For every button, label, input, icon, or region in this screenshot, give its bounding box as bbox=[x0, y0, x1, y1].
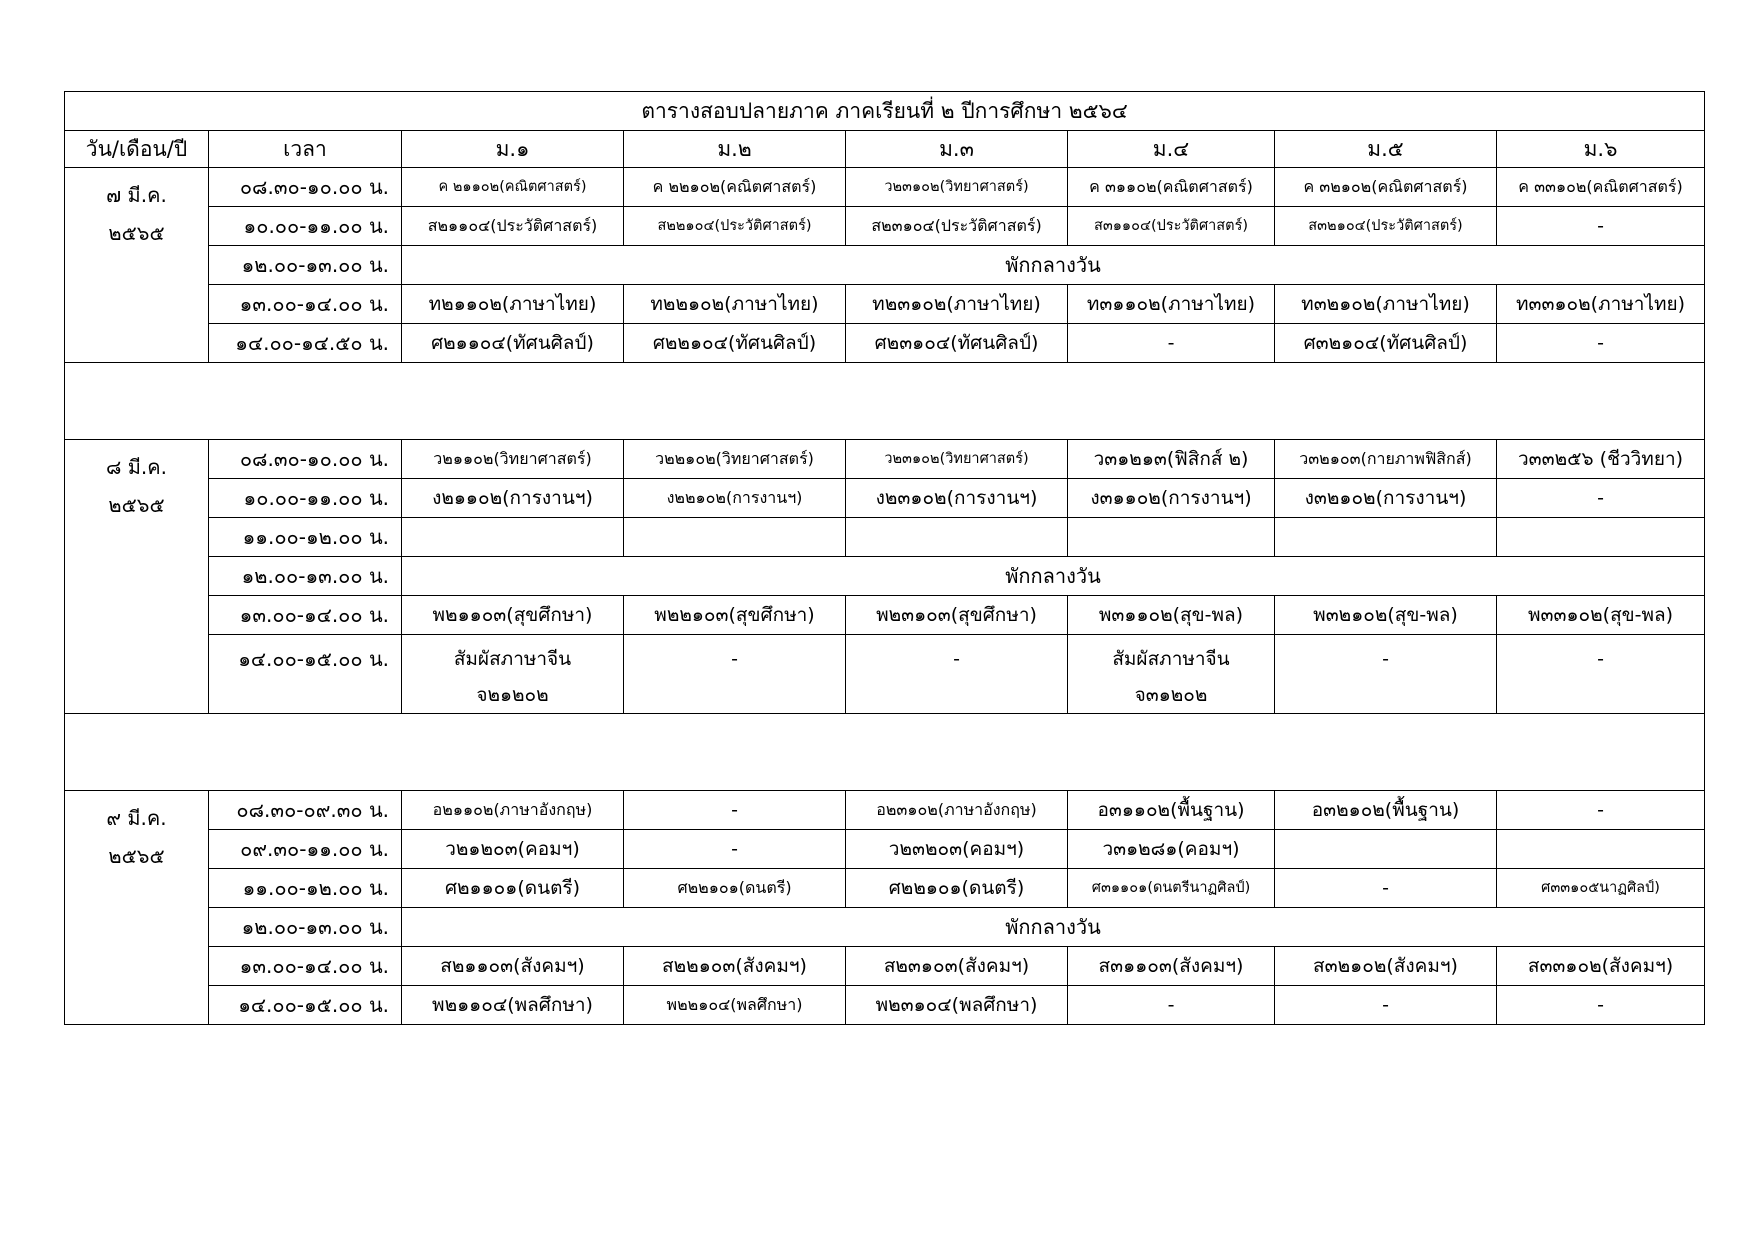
time-slot: ๐๘.๓๐-๐๙.๓๐ น. bbox=[209, 791, 402, 830]
exam-cell: อ๓๑๑๐๒(พื้นฐาน) bbox=[1068, 791, 1275, 830]
exam-cell bbox=[1275, 830, 1497, 869]
exam-cell: อ๒๑๑๐๒(ภาษาอังกฤษ) bbox=[402, 791, 624, 830]
exam-cell: ศ๓๒๑๐๔(ทัศนศิลป์) bbox=[1275, 324, 1497, 363]
exam-cell: ว๒๑๒๐๓(คอมฯ) bbox=[402, 830, 624, 869]
exam-code: จ๒๑๒๐๒ bbox=[476, 684, 549, 706]
time-slot: ๑๔.๐๐-๑๕.๐๐ น. bbox=[209, 635, 402, 714]
day-date bbox=[65, 440, 209, 714]
exam-cell bbox=[846, 518, 1068, 557]
exam-cell: ศ๒๓๑๐๔(ทัศนศิลป์) bbox=[846, 324, 1068, 363]
exam-cell: ส๓๒๑๐๒(สังคมฯ) bbox=[1275, 947, 1497, 986]
exam-cell: พ๒๒๑๐๔(พลศึกษา) bbox=[624, 986, 846, 1025]
exam-cell: ว๒๑๑๐๒(วิทยาศาสตร์) bbox=[402, 440, 624, 479]
exam-cell: ส๒๒๑๐๓(สังคมฯ) bbox=[624, 947, 846, 986]
header-time: เวลา bbox=[209, 131, 402, 168]
time-slot: ๑๓.๐๐-๑๔.๐๐ น. bbox=[209, 947, 402, 986]
exam-cell: พ๒๓๑๐๔(พลศึกษา) bbox=[846, 986, 1068, 1025]
exam-cell: - bbox=[624, 791, 846, 830]
lunch-break: พักกลางวัน bbox=[402, 908, 1705, 947]
exam-cell bbox=[402, 635, 624, 714]
header-m3: ม.๓ bbox=[846, 131, 1068, 168]
exam-cell: ศ๓๑๑๐๑(ดนตรีนาฏศิลป์) bbox=[1068, 869, 1275, 908]
exam-cell: อ๓๒๑๐๒(พื้นฐาน) bbox=[1275, 791, 1497, 830]
exam-cell: ง๓๑๑๐๒(การงานฯ) bbox=[1068, 479, 1275, 518]
exam-cell: - bbox=[1497, 207, 1705, 246]
exam-cell: ว๓๑๒๑๓(ฟิสิกส์ ๒) bbox=[1068, 440, 1275, 479]
header-m4: ม.๔ bbox=[1068, 131, 1275, 168]
exam-cell: ศ๒๒๑๐๑(ดนตรี) bbox=[624, 869, 846, 908]
exam-cell: ค ๓๑๑๐๒(คณิตศาสตร์) bbox=[1068, 168, 1275, 207]
exam-cell: ว๒๓๑๐๒(วิทยาศาสตร์) bbox=[846, 440, 1068, 479]
exam-cell: - bbox=[624, 830, 846, 869]
exam-cell: ศ๒๑๑๐๑(ดนตรี) bbox=[402, 869, 624, 908]
exam-code: จ๓๑๒๐๒ bbox=[1134, 684, 1208, 706]
lunch-break: พักกลางวัน bbox=[402, 246, 1705, 285]
exam-cell: ส๒๑๑๐๔(ประวัติศาสตร์) bbox=[402, 207, 624, 246]
exam-cell: ส๒๓๑๐๔(ประวัติศาสตร์) bbox=[846, 207, 1068, 246]
exam-cell: พ๒๓๑๐๓(สุขศึกษา) bbox=[846, 596, 1068, 635]
day-separator bbox=[65, 363, 1705, 440]
exam-cell: ว๒๓๒๐๓(คอมฯ) bbox=[846, 830, 1068, 869]
exam-cell: พ๓๒๑๐๒(สุข-พล) bbox=[1275, 596, 1497, 635]
day-date bbox=[65, 791, 209, 1025]
exam-cell: ส๓๓๑๐๒(สังคมฯ) bbox=[1497, 947, 1705, 986]
header-date: วัน/เดือน/ปี bbox=[65, 131, 209, 168]
date-year: ๒๕๖๕ bbox=[108, 493, 165, 517]
exam-cell: ค ๒๒๑๐๒(คณิตศาสตร์) bbox=[624, 168, 846, 207]
exam-cell: ท๒๒๑๐๒(ภาษาไทย) bbox=[624, 285, 846, 324]
exam-cell: ท๒๑๑๐๒(ภาษาไทย) bbox=[402, 285, 624, 324]
exam-cell: ส๒๒๑๐๔(ประวัติศาสตร์) bbox=[624, 207, 846, 246]
exam-cell bbox=[1068, 635, 1275, 714]
exam-cell: ง๒๒๑๐๒(การงานฯ) bbox=[624, 479, 846, 518]
exam-cell: พ๒๑๑๐๓(สุขศึกษา) bbox=[402, 596, 624, 635]
date-day: ๙ มี.ค. bbox=[106, 806, 167, 830]
exam-cell: - bbox=[1275, 869, 1497, 908]
exam-cell: ศ๒๒๑๐๑(ดนตรี) bbox=[846, 869, 1068, 908]
lunch-break: พักกลางวัน bbox=[402, 557, 1705, 596]
exam-cell: ท๓๒๑๐๒(ภาษาไทย) bbox=[1275, 285, 1497, 324]
time-slot: ๑๒.๐๐-๑๓.๐๐ น. bbox=[209, 246, 402, 285]
exam-cell: ง๓๒๑๐๒(การงานฯ) bbox=[1275, 479, 1497, 518]
exam-cell: ส๓๒๑๐๔(ประวัติศาสตร์) bbox=[1275, 207, 1497, 246]
header-m1: ม.๑ bbox=[402, 131, 624, 168]
header-m5: ม.๕ bbox=[1275, 131, 1497, 168]
exam-cell: - bbox=[1497, 635, 1705, 714]
exam-cell: ท๓๑๑๐๒(ภาษาไทย) bbox=[1068, 285, 1275, 324]
exam-cell: อ๒๓๑๐๒(ภาษาอังกฤษ) bbox=[846, 791, 1068, 830]
exam-cell: ส๓๑๑๐๓(สังคมฯ) bbox=[1068, 947, 1275, 986]
exam-cell: - bbox=[1275, 635, 1497, 714]
exam-cell: - bbox=[624, 635, 846, 714]
exam-cell: ค ๒๑๑๐๒(คณิตศาสตร์) bbox=[402, 168, 624, 207]
time-slot: ๑๐.๐๐-๑๑.๐๐ น. bbox=[209, 207, 402, 246]
date-year: ๒๕๖๕ bbox=[108, 844, 165, 868]
day-separator bbox=[65, 714, 1705, 791]
exam-schedule-table bbox=[64, 91, 1705, 1025]
exam-cell: พ๓๑๑๐๒(สุข-พล) bbox=[1068, 596, 1275, 635]
exam-cell bbox=[1497, 830, 1705, 869]
exam-cell: - bbox=[1275, 986, 1497, 1025]
exam-cell: - bbox=[1497, 986, 1705, 1025]
exam-cell: ง๒๑๑๐๒(การงานฯ) bbox=[402, 479, 624, 518]
header-m2: ม.๒ bbox=[624, 131, 846, 168]
exam-cell: ค ๓๒๑๐๒(คณิตศาสตร์) bbox=[1275, 168, 1497, 207]
time-slot: ๑๓.๐๐-๑๔.๐๐ น. bbox=[209, 596, 402, 635]
exam-subject: สัมผัสภาษาจีน bbox=[1112, 648, 1230, 670]
exam-cell: - bbox=[1068, 986, 1275, 1025]
exam-cell: - bbox=[846, 635, 1068, 714]
exam-cell: ว๓๓๒๕๖ (ชีววิทยา) bbox=[1497, 440, 1705, 479]
exam-cell: ส๒๓๑๐๓(สังคมฯ) bbox=[846, 947, 1068, 986]
exam-cell: ท๓๓๑๐๒(ภาษาไทย) bbox=[1497, 285, 1705, 324]
time-slot: ๑๑.๐๐-๑๒.๐๐ น. bbox=[209, 869, 402, 908]
exam-cell: - bbox=[1068, 324, 1275, 363]
date-day: ๘ มี.ค. bbox=[105, 455, 168, 479]
exam-cell: ส๒๑๑๐๓(สังคมฯ) bbox=[402, 947, 624, 986]
exam-cell: ค ๓๓๑๐๒(คณิตศาสตร์) bbox=[1497, 168, 1705, 207]
exam-cell: ส๓๑๑๐๔(ประวัติศาสตร์) bbox=[1068, 207, 1275, 246]
exam-cell: ว๒๒๑๐๒(วิทยาศาสตร์) bbox=[624, 440, 846, 479]
exam-cell: พ๒๒๑๐๓(สุขศึกษา) bbox=[624, 596, 846, 635]
time-slot: ๑๑.๐๐-๑๒.๐๐ น. bbox=[209, 518, 402, 557]
time-slot: ๑๒.๐๐-๑๓.๐๐ น. bbox=[209, 557, 402, 596]
exam-cell: พ๓๓๑๐๒(สุข-พล) bbox=[1497, 596, 1705, 635]
exam-cell: ว๓๑๒๘๑(คอมฯ) bbox=[1068, 830, 1275, 869]
exam-cell: ศ๒๒๑๐๔(ทัศนศิลป์) bbox=[624, 324, 846, 363]
exam-cell: - bbox=[1497, 791, 1705, 830]
exam-cell: ว๓๒๑๐๓(กายภาพฟิสิกส์) bbox=[1275, 440, 1497, 479]
time-slot: ๑๓.๐๐-๑๔.๐๐ น. bbox=[209, 285, 402, 324]
exam-cell: ศ๒๑๑๐๔(ทัศนศิลป์) bbox=[402, 324, 624, 363]
date-year: ๒๕๖๕ bbox=[108, 221, 165, 245]
time-slot: ๑๔.๐๐-๑๕.๐๐ น. bbox=[209, 986, 402, 1025]
exam-cell: ท๒๓๑๐๒(ภาษาไทย) bbox=[846, 285, 1068, 324]
schedule-title: ตารางสอบปลายภาค ภาคเรียนที่ ๒ ปีการศึกษา ๒๕๖๔ bbox=[65, 92, 1705, 131]
time-slot: ๐๘.๓๐-๑๐.๐๐ น. bbox=[209, 168, 402, 207]
exam-cell: - bbox=[1497, 324, 1705, 363]
exam-cell: พ๒๑๑๐๔(พลศึกษา) bbox=[402, 986, 624, 1025]
exam-cell: ว๒๓๑๐๒(วิทยาศาสตร์) bbox=[846, 168, 1068, 207]
exam-cell bbox=[1275, 518, 1497, 557]
exam-cell bbox=[1497, 518, 1705, 557]
exam-subject: สัมผัสภาษาจีน bbox=[453, 648, 572, 670]
exam-cell bbox=[402, 518, 624, 557]
date-day: ๗ มี.ค. bbox=[106, 183, 167, 207]
exam-cell bbox=[624, 518, 846, 557]
exam-cell: ศ๓๓๑๐๕นาฏศิลป์) bbox=[1497, 869, 1705, 908]
time-slot: ๑๒.๐๐-๑๓.๐๐ น. bbox=[209, 908, 402, 947]
exam-cell bbox=[1068, 518, 1275, 557]
day-date bbox=[65, 168, 209, 363]
header-m6: ม.๖ bbox=[1497, 131, 1705, 168]
exam-cell: - bbox=[1497, 479, 1705, 518]
exam-cell: ง๒๓๑๐๒(การงานฯ) bbox=[846, 479, 1068, 518]
time-slot: ๐๘.๓๐-๑๐.๐๐ น. bbox=[209, 440, 402, 479]
time-slot: ๐๙.๓๐-๑๑.๐๐ น. bbox=[209, 830, 402, 869]
time-slot: ๑๐.๐๐-๑๑.๐๐ น. bbox=[209, 479, 402, 518]
time-slot: ๑๔.๐๐-๑๔.๕๐ น. bbox=[209, 324, 402, 363]
